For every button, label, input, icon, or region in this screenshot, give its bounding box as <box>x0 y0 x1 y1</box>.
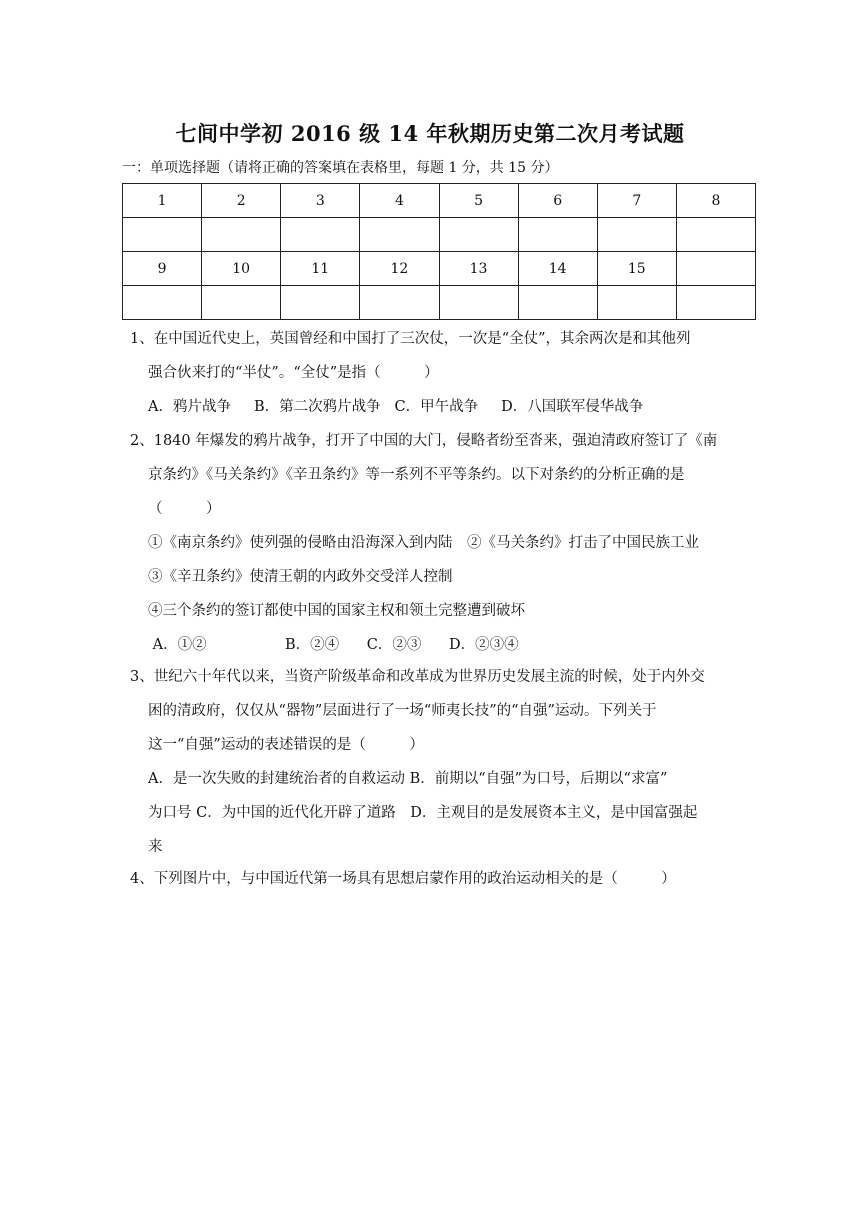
option-b: B．②④ <box>284 637 340 653</box>
option-a: A．鸦片战争 <box>148 399 231 415</box>
question-line: 4、下列图片中，与中国近代第一场具有思想启蒙作用的政治运动相关的是（ ） <box>130 871 676 887</box>
question-4 <box>130 862 730 896</box>
answer-number-cell <box>676 252 755 286</box>
answer-blank-cell[interactable] <box>597 218 676 252</box>
question-line: 困的清政府，仅仅从“器物”层面进行了一场“师夷长技”的“自强”运动。下列关于 <box>148 703 657 719</box>
question-1 <box>130 322 730 424</box>
answer-number-cell: 9 <box>123 252 202 286</box>
question-line: 为口号 C．为中国的近代化开辟了道路 D．主观目的是发展资本主义，是中国富强起 <box>148 805 698 821</box>
question-options <box>130 390 730 424</box>
answer-number-cell: 10 <box>202 252 281 286</box>
answer-number-cell: 5 <box>439 184 518 218</box>
question-line: ③《辛丑条约》使清王朝的内政外交受洋人控制 <box>148 569 453 585</box>
option-b: B．第二次鸦片战争 <box>254 399 381 415</box>
answer-number-cell: 3 <box>281 184 360 218</box>
answer-table <box>122 183 756 320</box>
answer-number-cell: 11 <box>281 252 360 286</box>
answer-blank-cell[interactable] <box>518 286 597 320</box>
answer-blank-cell[interactable] <box>676 286 755 320</box>
question-2 <box>130 424 730 662</box>
exam-title: 七间中学初 2016 级 14 年秋期历史第二次月考试题 <box>175 121 685 146</box>
answer-table-number-row <box>123 184 756 218</box>
option-c: C．②③ <box>366 637 422 653</box>
question-line: 京条约》《马关条约》《辛丑条约》等一系列不平等条约。以下对条约的分析正确的是 <box>148 467 685 483</box>
answer-blank-cell[interactable] <box>202 218 281 252</box>
answer-number-cell: 1 <box>123 184 202 218</box>
option-a: A．①② <box>152 637 207 653</box>
question-3 <box>130 660 730 864</box>
answer-blank-cell[interactable] <box>123 218 202 252</box>
answer-blank-cell[interactable] <box>360 286 439 320</box>
answer-table-blank-row <box>123 218 756 252</box>
question-line: 3、世纪六十年代以来，当资产阶级革命和改革成为世界历史发展主流的时候，处于内外交 <box>130 669 705 685</box>
answer-blank-cell[interactable] <box>360 218 439 252</box>
answer-blank-cell[interactable] <box>518 218 597 252</box>
answer-number-cell: 2 <box>202 184 281 218</box>
question-line: 2、1840 年爆发的鸦片战争，打开了中国的大门，侵略者纷至沓来，强迫清政府签订了《南 <box>130 433 718 449</box>
answer-blank-cell[interactable] <box>202 286 281 320</box>
question-line: ④三个条约的签订都使中国的国家主权和领土完整遭到破坏 <box>148 603 525 619</box>
question-line: 1、在中国近代史上，英国曾经和中国打了三次仗，一次是“全仗”，其余两次是和其他列 <box>130 331 691 347</box>
answer-blank-cell[interactable] <box>281 286 360 320</box>
option-d: D．②③④ <box>449 637 519 653</box>
answer-number-cell: 7 <box>597 184 676 218</box>
answer-table-number-row <box>123 252 756 286</box>
answer-blank-cell[interactable] <box>439 286 518 320</box>
answer-number-cell: 13 <box>439 252 518 286</box>
question-line: 强合伙来打的“半仗”。“全仗”是指（ ） <box>148 365 439 381</box>
answer-blank-cell[interactable] <box>123 286 202 320</box>
answer-table-blank-row <box>123 286 756 320</box>
option-c: C．甲午战争 <box>394 399 479 415</box>
answer-number-cell: 12 <box>360 252 439 286</box>
question-line: 这一“自强”运动的表述错误的是（ ） <box>148 737 424 753</box>
question-line: 来 <box>148 839 163 855</box>
answer-blank-cell[interactable] <box>597 286 676 320</box>
question-line: A．是一次失败的封建统治者的自救运动 B．前期以“自强”为口号，后期以“求富” <box>148 771 668 787</box>
answer-number-cell: 14 <box>518 252 597 286</box>
answer-number-cell: 8 <box>676 184 755 218</box>
option-d: D．八国联军侵华战争 <box>501 399 644 415</box>
question-options <box>130 628 730 662</box>
answer-blank-cell[interactable] <box>676 218 755 252</box>
question-line: ①《南京条约》使列强的侵略由沿海深入到内陆 ②《马关条约》打击了中国民族工业 <box>148 535 699 551</box>
answer-blank-cell[interactable] <box>281 218 360 252</box>
answer-blank-cell[interactable] <box>439 218 518 252</box>
answer-number-cell: 6 <box>518 184 597 218</box>
answer-number-cell: 15 <box>597 252 676 286</box>
answer-number-cell: 4 <box>360 184 439 218</box>
section-header: 一：单项选择题（请将正确的答案填在表格里，每题 1 分，共 15 分） <box>122 160 559 176</box>
question-line: （ ） <box>148 501 221 517</box>
